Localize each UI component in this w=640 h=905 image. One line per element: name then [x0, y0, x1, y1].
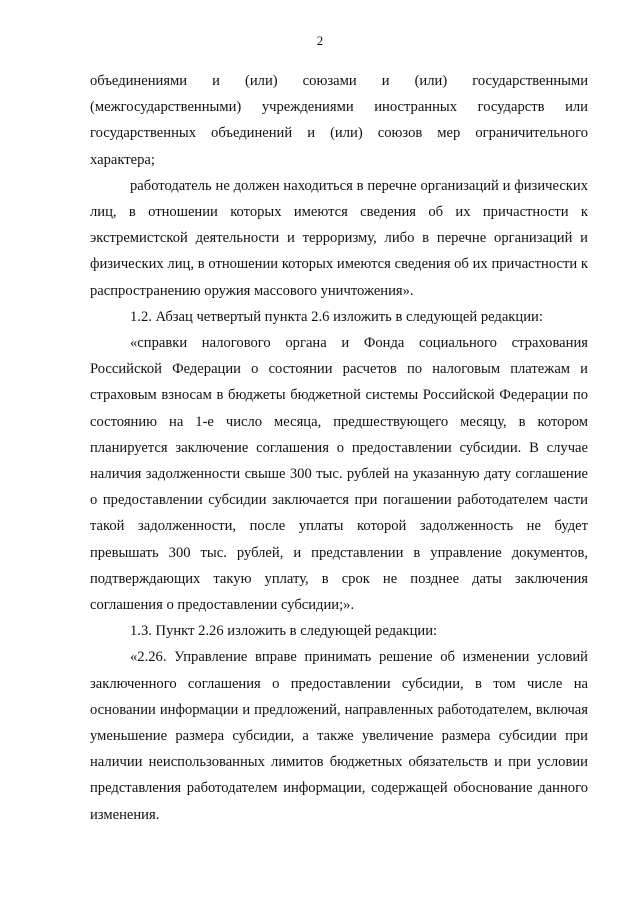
paragraph-clause-1-2: 1.2. Абзац четвертый пункта 2.6 изложить в следующей редакции:: [130, 308, 543, 325]
paragraph-clause-1-3: 1.3. Пункт 2.26 изложить в следующей редакции:: [130, 623, 438, 640]
page-number: 2: [316, 33, 324, 48]
document-body: [90, 68, 588, 828]
paragraph-tax-certificate: «справки налогового органа и Фонда социального страхования Российской Федерации о состоянии расчетов по налоговым платежам и страховым взносам в бюджеты бюджетной системы Российской Федерации по состоянию на 1-е число месяца, предшествующего месяцу, в котором планируется заключение соглашения о предоставлении субсидии. В случае наличия задолженности свыше 300 тыс. рублей на указанную дату соглашение о предоставлении субсидии заключается при погашении работодателем части такой задолженности, после уплаты которой задолженность не будет превышать 300 тыс. рублей, и представлении в управление документов, подтверждающих такую уплату, в срок не позднее даты заключения соглашения о предоставлении субсидии;».: [90, 335, 588, 614]
paragraph-clause-2-26: «2.26. Управление вправе принимать решение об изменении условий заключенного соглашения о предоставлении субсидии, в том числе на основании информации и предложений, направленных работодателем, включая уменьшение размера субсидии, а также увеличение размера субсидии при наличии неиспользованных лимитов бюджетных обязательств и при условии представления работодателем информации, содержащей обоснование данного изменения.: [90, 649, 588, 823]
paragraph-extremism-list: работодатель не должен находиться в перечне организаций и физических лиц, в отношении которых имеются сведения об их причастности к экстремистской деятельности и терроризму, либо в перечне организаций и физических лиц, в отношении которых имеются сведения об их причастности к распространению оружия массового уничтожения».: [90, 177, 588, 299]
paragraph-sanctions-continuation: объединениями и (или) союзами и (или) государственными (межгосударственными) учреждениями иностранных государств или государственных объединений и (или) союзов мер ограничительного характера;: [90, 73, 588, 168]
